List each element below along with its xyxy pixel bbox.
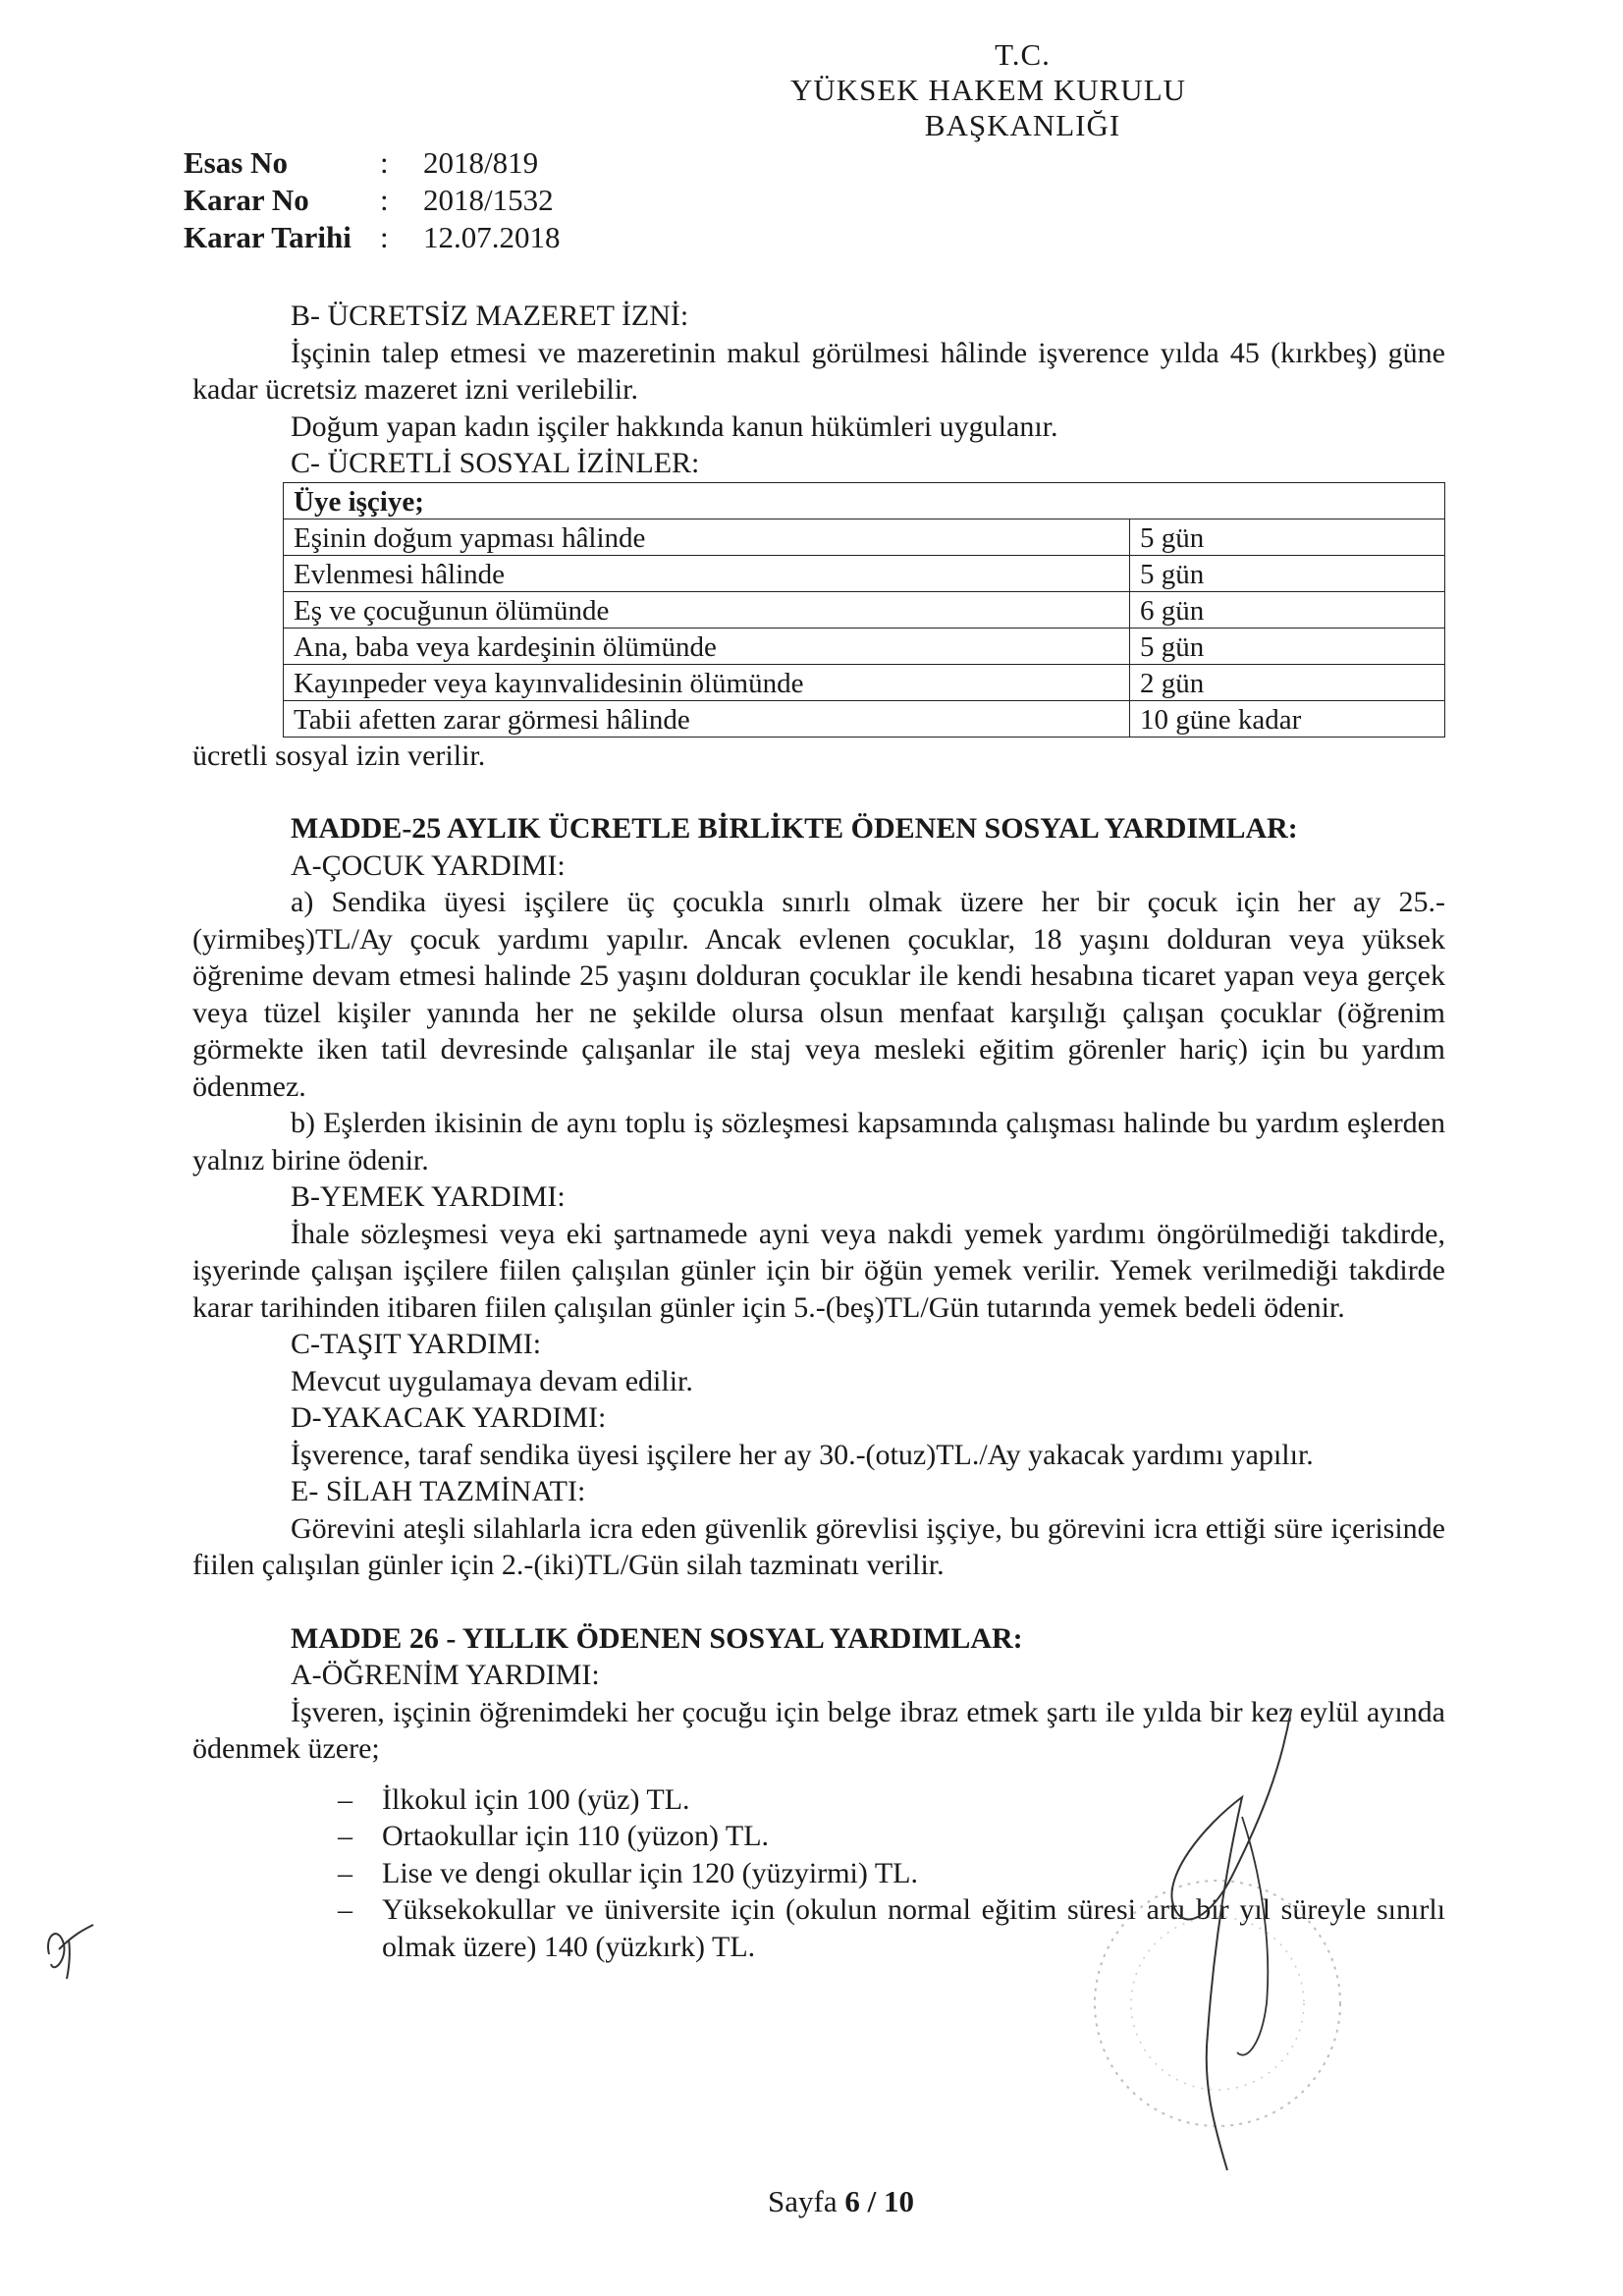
madde-25-c-paragraph: Mevcut uygulamaya devam edilir. [291,1364,693,1397]
table-cell-value: 6 gün [1130,591,1445,628]
tarih-label: Karar Tarihi [184,220,352,254]
madde-26-title: MADDE 26 - YILLIK ÖDENEN SOSYAL YARDIMLAR: [291,1621,1023,1655]
dash-bullet: – [338,1893,352,1926]
list-item-text: Ortaokullar için 110 (yüzon) TL. [382,1820,770,1852]
section-b-paragraph: İşçinin talep etmesi ve mazeretinin makul görülmesi hâlinde işverence yılda 45 (kırkbeş) güne kadar ücretsiz mazeret izni verilebilir. [192,336,1445,406]
table-row [284,700,1445,737]
section-b-heading: B- ÜCRETSİZ MAZERET İZNİ: [291,300,689,332]
karar-row [184,183,561,220]
table-cell-value: 5 gün [1130,628,1445,664]
table-row [284,519,1445,555]
madde-25-d-paragraph: İşverence, taraf sendika üyesi işçilere her ay 30.-(otuz)TL./Ay yakacak yardımı yapılır. [291,1438,1314,1471]
madde-25-title: MADDE-25 AYLIK ÜCRETLE BİRLİKTE ÖDENEN SOSYAL YARDIMLAR: [291,812,1298,845]
madde-25-a-paragraph-2: b) Eşlerden ikisinin de aynı toplu iş sözleşmesi kapsamında çalışması halinde bu yardım eşlerden yalnız birine ödenir. [192,1107,1445,1176]
colon: : [380,183,389,217]
madde-25-c-heading: C-TAŞIT YARDIMI: [291,1328,542,1360]
table-header: Üye işçiye; [284,482,1445,519]
table-cell-label: Evlenmesi hâlinde [284,555,1130,591]
table-cell-label: Tabii afetten zarar görmesi hâlinde [284,700,1130,737]
table-cell-value: 10 güne kadar [1130,700,1445,737]
list-item-text: Yüksekokullar ve üniversite için (okulun normal eğitim süresi artı bir yıl süreyle sınırlı olmak üzere) 140 (yüzkırk) TL. [382,1893,1445,1963]
table-cell-label: Eş ve çocuğunun ölümünde [284,591,1130,628]
madde-25-d-heading: D-YAKACAK YARDIMI: [291,1401,607,1434]
table-cell-label: Kayınpeder veya kayınvalidesinin ölümünde [284,664,1130,700]
karar-value: 2018/1532 [423,183,554,217]
madde-25-b-heading: B-YEMEK YARDIMI: [291,1180,566,1213]
table-row [284,664,1445,700]
case-meta [184,145,561,257]
header-institution: YÜKSEK HAKEM KURULU [789,73,1187,107]
section-c-after: ücretli sosyal izin verilir. [192,738,486,772]
section-c-heading: C- ÜCRETLİ SOSYAL İZİNLER: [291,447,700,479]
list-item-text: Lise ve dengi okullar için 120 (yüzyirmi) TL. [382,1856,918,1889]
list-item [338,1855,1445,1892]
dash-bullet: – [338,1782,352,1816]
page-separator: / [867,2184,877,2218]
colon: : [380,145,389,180]
page-label: Sayfa [768,2184,838,2218]
list-item [338,1891,1445,1965]
tarih-row [184,220,561,257]
esas-value: 2018/819 [423,145,539,180]
table-cell-value: 5 gün [1130,555,1445,591]
madde-25-a-paragraph-1: a) Sendika üyesi işçilere üç çocukla sınırlı olmak üzere her bir çocuk için her ay 25.-(yirmibeş)TL/Ay çocuk yardımı yapılır. Ancak evlenen çocuklar, 18 yaşını dolduran veya yüksek öğrenime devam etmesi halinde 25 yaşını dolduran çocuklar ile kendi hesabına ticaret yapan veya gerçek veya tüzel kişiler yanında her ne şekilde olursa olsun menfaat karşılığı çalışan çocuklar (öğrenim görmekte iken tatil devresinde çalışanlar ile staj veya mesleki eğitim görenler hariç) için bu yardım ödenmez. [192,886,1445,1103]
list-item-text: İlkokul için 100 (yüz) TL. [382,1782,690,1816]
madde-25-e-paragraph: Görevini ateşli silahlarla icra eden güvenlik görevlisi işçiye, bu görevini icra ettiği süre içerisinde fiilen çalışılan günler için 2.-(iki)TL/Gün silah tazminatı verilir. [192,1511,1445,1581]
tarih-value: 12.07.2018 [423,220,561,254]
section-b-paragraph-2: Doğum yapan kadın işçiler hakkında kanun hükümleri uygulanır. [291,410,1058,443]
dash-bullet: – [338,1820,352,1852]
table-row [284,591,1445,628]
page-total: 10 [883,2184,914,2218]
madde-25-e-heading: E- SİLAH TAZMİNATI: [291,1475,586,1507]
karar-label: Karar No [184,183,309,217]
page-current: 6 [844,2184,860,2218]
list-item [338,1781,1445,1819]
table-row [284,555,1445,591]
dash-bullet: – [338,1856,352,1889]
madde-26-a-paragraph: İşveren, işçinin öğrenimdeki her çocuğu için belge ibraz etmek şartı ile yılda bir kez eylül ayında ödenmek üzere; [192,1695,1445,1765]
table-header-row [284,482,1445,519]
madde-25-a-heading: A-ÇOCUK YARDIMI: [291,848,566,882]
header-tc: T.C. [995,37,1051,72]
page-number [0,2184,1623,2219]
esas-label: Esas No [184,145,288,180]
table-cell-label: Eşinin doğum yapması hâlinde [284,519,1130,555]
table-cell-value: 2 gün [1130,664,1445,700]
esas-row [184,145,561,183]
document-body [192,298,1445,1965]
colon: : [380,220,389,254]
table-cell-label: Ana, baba veya kardeşinin ölümünde [284,628,1130,664]
table-row [284,628,1445,664]
table-cell-value: 5 gün [1130,519,1445,555]
list-item [338,1818,1445,1855]
madde-25-b-paragraph: İhale sözleşmesi veya eki şartnamede ayni veya nakdi yemek yardımı öngörülmediği takdirde, işyerinde çalışan işçilere fiilen çalışılan günler için bir öğün yemek verilir. Yemek verilmediği takdirde karar tarihinden itibaren fiilen çalışılan günler için 5.-(beş)TL/Gün tutarında yemek bedeli ödenir. [192,1217,1445,1324]
madde-26-a-heading: A-ÖĞRENİM YARDIMI: [291,1659,600,1691]
education-aid-list [338,1781,1445,1966]
initials-mark-icon [39,1915,98,1984]
paid-leave-table [283,482,1445,738]
header-office: BAŞKANLIĞI [924,108,1121,142]
